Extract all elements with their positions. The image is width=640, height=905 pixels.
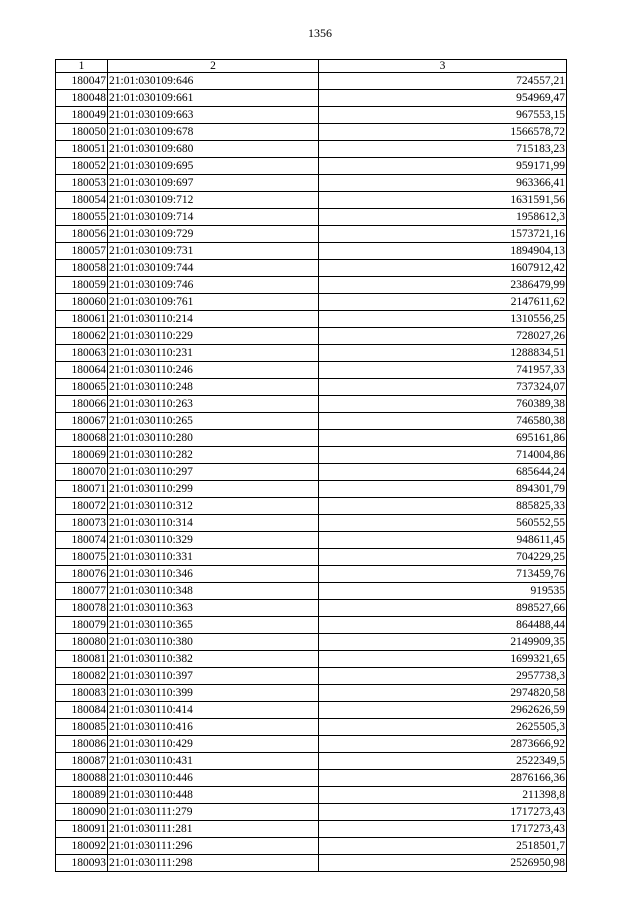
table-row	[56, 685, 567, 702]
cadastral-value-cell: 2873666,92	[319, 736, 567, 753]
row-number-cell: 180085	[56, 719, 108, 736]
row-number-cell: 180090	[56, 804, 108, 821]
cadastral-value-cell: 715183,23	[319, 141, 567, 158]
table-row	[56, 396, 567, 413]
cadastral-value-cell: 724557,21	[319, 73, 567, 90]
row-number-cell: 180058	[56, 260, 108, 277]
cadastral-value-cell: 864488,44	[319, 617, 567, 634]
table-row	[56, 702, 567, 719]
row-number-cell: 180069	[56, 447, 108, 464]
row-number-cell: 180080	[56, 634, 108, 651]
table-row	[56, 311, 567, 328]
cadastral-value-cell: 2522349,5	[319, 753, 567, 770]
table-row	[56, 719, 567, 736]
cadastral-value-cell: 919535	[319, 583, 567, 600]
cadastral-value-cell: 963366,41	[319, 175, 567, 192]
row-number-cell: 180070	[56, 464, 108, 481]
table-row	[56, 413, 567, 430]
table-row	[56, 243, 567, 260]
row-number-cell: 180082	[56, 668, 108, 685]
row-number-cell: 180083	[56, 685, 108, 702]
table-row	[56, 464, 567, 481]
cadastral-number-cell: 21:01:030110:382	[108, 651, 319, 668]
cadastral-number-cell: 21:01:030110:416	[108, 719, 319, 736]
cadastral-value-cell: 894301,79	[319, 481, 567, 498]
cadastral-number-cell: 21:01:030110:346	[108, 566, 319, 583]
row-number-cell: 180067	[56, 413, 108, 430]
cadastral-value-cell: 2386479,99	[319, 277, 567, 294]
row-number-cell: 180068	[56, 430, 108, 447]
table-row	[56, 209, 567, 226]
cadastral-number-cell: 21:01:030109:729	[108, 226, 319, 243]
cadastral-number-cell: 21:01:030109:731	[108, 243, 319, 260]
cadastral-value-cell: 898527,66	[319, 600, 567, 617]
cadastral-number-cell: 21:01:030110:397	[108, 668, 319, 685]
table-row	[56, 260, 567, 277]
row-number-cell: 180087	[56, 753, 108, 770]
table-row	[56, 770, 567, 787]
column-header-1: 1	[56, 60, 108, 73]
cadastral-number-cell: 21:01:030110:380	[108, 634, 319, 651]
cadastral-number-cell: 21:01:030109:746	[108, 277, 319, 294]
cadastral-value-cell: 954969,47	[319, 90, 567, 107]
cadastral-number-cell: 21:01:030110:246	[108, 362, 319, 379]
cadastral-number-cell: 21:01:030110:229	[108, 328, 319, 345]
row-number-cell: 180075	[56, 549, 108, 566]
cadastral-number-cell: 21:01:030109:697	[108, 175, 319, 192]
table-row	[56, 566, 567, 583]
cadastral-number-cell: 21:01:030110:399	[108, 685, 319, 702]
cadastral-number-cell: 21:01:030110:312	[108, 498, 319, 515]
cadastral-number-cell: 21:01:030110:299	[108, 481, 319, 498]
cadastral-value-cell: 948611,45	[319, 532, 567, 549]
cadastral-value-cell: 1566578,72	[319, 124, 567, 141]
row-number-cell: 180076	[56, 566, 108, 583]
cadastral-value-cell: 2974820,58	[319, 685, 567, 702]
row-number-cell: 180066	[56, 396, 108, 413]
table-row	[56, 736, 567, 753]
table-row	[56, 600, 567, 617]
table-row	[56, 124, 567, 141]
cadastral-value-cell: 2962626,59	[319, 702, 567, 719]
table-row	[56, 226, 567, 243]
cadastral-number-cell: 21:01:030110:429	[108, 736, 319, 753]
cadastral-number-cell: 21:01:030110:314	[108, 515, 319, 532]
cadastral-number-cell: 21:01:030110:329	[108, 532, 319, 549]
cadastral-value-cell: 2526950,98	[319, 855, 567, 872]
cadastral-number-cell: 21:01:030110:365	[108, 617, 319, 634]
cadastral-value-cell: 1717273,43	[319, 821, 567, 838]
cadastral-number-cell: 21:01:030110:297	[108, 464, 319, 481]
row-number-cell: 180081	[56, 651, 108, 668]
row-number-cell: 180086	[56, 736, 108, 753]
cadastral-number-cell: 21:01:030111:281	[108, 821, 319, 838]
table-row	[56, 481, 567, 498]
row-number-cell: 180053	[56, 175, 108, 192]
table-row	[56, 838, 567, 855]
row-number-cell: 180047	[56, 73, 108, 90]
table-row	[56, 345, 567, 362]
cadastral-number-cell: 21:01:030109:678	[108, 124, 319, 141]
table-row	[56, 192, 567, 209]
row-number-cell: 180050	[56, 124, 108, 141]
cadastral-number-cell: 21:01:030110:431	[108, 753, 319, 770]
cadastral-number-cell: 21:01:030110:363	[108, 600, 319, 617]
row-number-cell: 180078	[56, 600, 108, 617]
cadastral-value-cell: 704229,25	[319, 549, 567, 566]
table-row	[56, 498, 567, 515]
cadastral-value-cell: 760389,38	[319, 396, 567, 413]
cadastral-number-cell: 21:01:030109:744	[108, 260, 319, 277]
cadastral-value-cell: 1958612,3	[319, 209, 567, 226]
row-number-cell: 180062	[56, 328, 108, 345]
cadastral-number-cell: 21:01:030110:231	[108, 345, 319, 362]
cadastral-number-cell: 21:01:030110:248	[108, 379, 319, 396]
cadastral-number-cell: 21:01:030110:280	[108, 430, 319, 447]
row-number-cell: 180055	[56, 209, 108, 226]
cadastral-value-cell: 2876166,36	[319, 770, 567, 787]
table-row	[56, 430, 567, 447]
row-number-cell: 180056	[56, 226, 108, 243]
row-number-cell: 180088	[56, 770, 108, 787]
row-number-cell: 180092	[56, 838, 108, 855]
cadastral-number-cell: 21:01:030110:263	[108, 396, 319, 413]
row-number-cell: 180074	[56, 532, 108, 549]
cadastral-value-cell: 1699321,65	[319, 651, 567, 668]
table-row	[56, 158, 567, 175]
row-number-cell: 180071	[56, 481, 108, 498]
cadastral-value-cell: 2625505,3	[319, 719, 567, 736]
cadastral-value-cell: 1607912,42	[319, 260, 567, 277]
page-number: 1356	[308, 26, 332, 40]
cadastral-number-cell: 21:01:030110:265	[108, 413, 319, 430]
row-number-cell: 180072	[56, 498, 108, 515]
row-number-cell: 180091	[56, 821, 108, 838]
cadastral-number-cell: 21:01:030110:414	[108, 702, 319, 719]
table-row	[56, 804, 567, 821]
row-number-cell: 180084	[56, 702, 108, 719]
cadastral-number-cell: 21:01:030109:661	[108, 90, 319, 107]
cadastral-number-cell: 21:01:030109:712	[108, 192, 319, 209]
table-row	[56, 277, 567, 294]
row-number-cell: 180060	[56, 294, 108, 311]
cadastral-value-cell: 211398,8	[319, 787, 567, 804]
cadastral-value-cell: 1573721,16	[319, 226, 567, 243]
cadastral-value-cell: 2957738,3	[319, 668, 567, 685]
cadastral-number-cell: 21:01:030111:279	[108, 804, 319, 821]
registry-table	[55, 59, 567, 872]
cadastral-value-cell: 1310556,25	[319, 311, 567, 328]
cadastral-number-cell: 21:01:030109:695	[108, 158, 319, 175]
cadastral-value-cell: 685644,24	[319, 464, 567, 481]
row-number-cell: 180065	[56, 379, 108, 396]
cadastral-value-cell: 695161,86	[319, 430, 567, 447]
row-number-cell: 180089	[56, 787, 108, 804]
row-number-cell: 180077	[56, 583, 108, 600]
table-row	[56, 175, 567, 192]
row-number-cell: 180093	[56, 855, 108, 872]
table-row	[56, 328, 567, 345]
row-number-cell: 180052	[56, 158, 108, 175]
cadastral-value-cell: 741957,33	[319, 362, 567, 379]
table-row	[56, 634, 567, 651]
cadastral-number-cell: 21:01:030111:296	[108, 838, 319, 855]
row-number-cell: 180051	[56, 141, 108, 158]
cadastral-value-cell: 1894904,13	[319, 243, 567, 260]
table-row	[56, 141, 567, 158]
cadastral-value-cell: 2518501,7	[319, 838, 567, 855]
cadastral-value-cell: 714004,86	[319, 447, 567, 464]
cadastral-value-cell: 967553,15	[319, 107, 567, 124]
row-number-cell: 180049	[56, 107, 108, 124]
cadastral-value-cell: 1717273,43	[319, 804, 567, 821]
table-row	[56, 855, 567, 872]
table-header-row	[56, 60, 567, 73]
table-row	[56, 651, 567, 668]
table-row	[56, 821, 567, 838]
table-row	[56, 668, 567, 685]
cadastral-number-cell: 21:01:030110:282	[108, 447, 319, 464]
cadastral-value-cell: 746580,38	[319, 413, 567, 430]
cadastral-number-cell: 21:01:030109:714	[108, 209, 319, 226]
column-header-2: 2	[108, 60, 319, 73]
cadastral-value-cell: 1631591,56	[319, 192, 567, 209]
table-row	[56, 617, 567, 634]
cadastral-value-cell: 885825,33	[319, 498, 567, 515]
cadastral-value-cell: 713459,76	[319, 566, 567, 583]
row-number-cell: 180059	[56, 277, 108, 294]
cadastral-value-cell: 737324,07	[319, 379, 567, 396]
cadastral-number-cell: 21:01:030110:446	[108, 770, 319, 787]
table-row	[56, 362, 567, 379]
table-row	[56, 379, 567, 396]
row-number-cell: 180064	[56, 362, 108, 379]
table-row	[56, 532, 567, 549]
table-row	[56, 90, 567, 107]
table-row	[56, 294, 567, 311]
cadastral-number-cell: 21:01:030109:663	[108, 107, 319, 124]
cadastral-number-cell: 21:01:030109:646	[108, 73, 319, 90]
cadastral-value-cell: 728027,26	[319, 328, 567, 345]
row-number-cell: 180048	[56, 90, 108, 107]
table-row	[56, 107, 567, 124]
row-number-cell: 180061	[56, 311, 108, 328]
cadastral-number-cell: 21:01:030110:214	[108, 311, 319, 328]
table-row	[56, 583, 567, 600]
cadastral-number-cell: 21:01:030109:761	[108, 294, 319, 311]
table-row	[56, 549, 567, 566]
row-number-cell: 180054	[56, 192, 108, 209]
cadastral-number-cell: 21:01:030110:331	[108, 549, 319, 566]
table-row	[56, 753, 567, 770]
cadastral-number-cell: 21:01:030109:680	[108, 141, 319, 158]
row-number-cell: 180073	[56, 515, 108, 532]
cadastral-value-cell: 2149909,35	[319, 634, 567, 651]
row-number-cell: 180079	[56, 617, 108, 634]
cadastral-value-cell: 560552,55	[319, 515, 567, 532]
cadastral-number-cell: 21:01:030110:348	[108, 583, 319, 600]
row-number-cell: 180063	[56, 345, 108, 362]
column-header-3: 3	[319, 60, 567, 73]
table-row	[56, 515, 567, 532]
cadastral-number-cell: 21:01:030111:298	[108, 855, 319, 872]
row-number-cell: 180057	[56, 243, 108, 260]
cadastral-value-cell: 2147611,62	[319, 294, 567, 311]
table-row	[56, 447, 567, 464]
cadastral-value-cell: 959171,99	[319, 158, 567, 175]
table-row	[56, 787, 567, 804]
table-body	[56, 73, 567, 872]
cadastral-number-cell: 21:01:030110:448	[108, 787, 319, 804]
table-row	[56, 73, 567, 90]
cadastral-value-cell: 1288834,51	[319, 345, 567, 362]
